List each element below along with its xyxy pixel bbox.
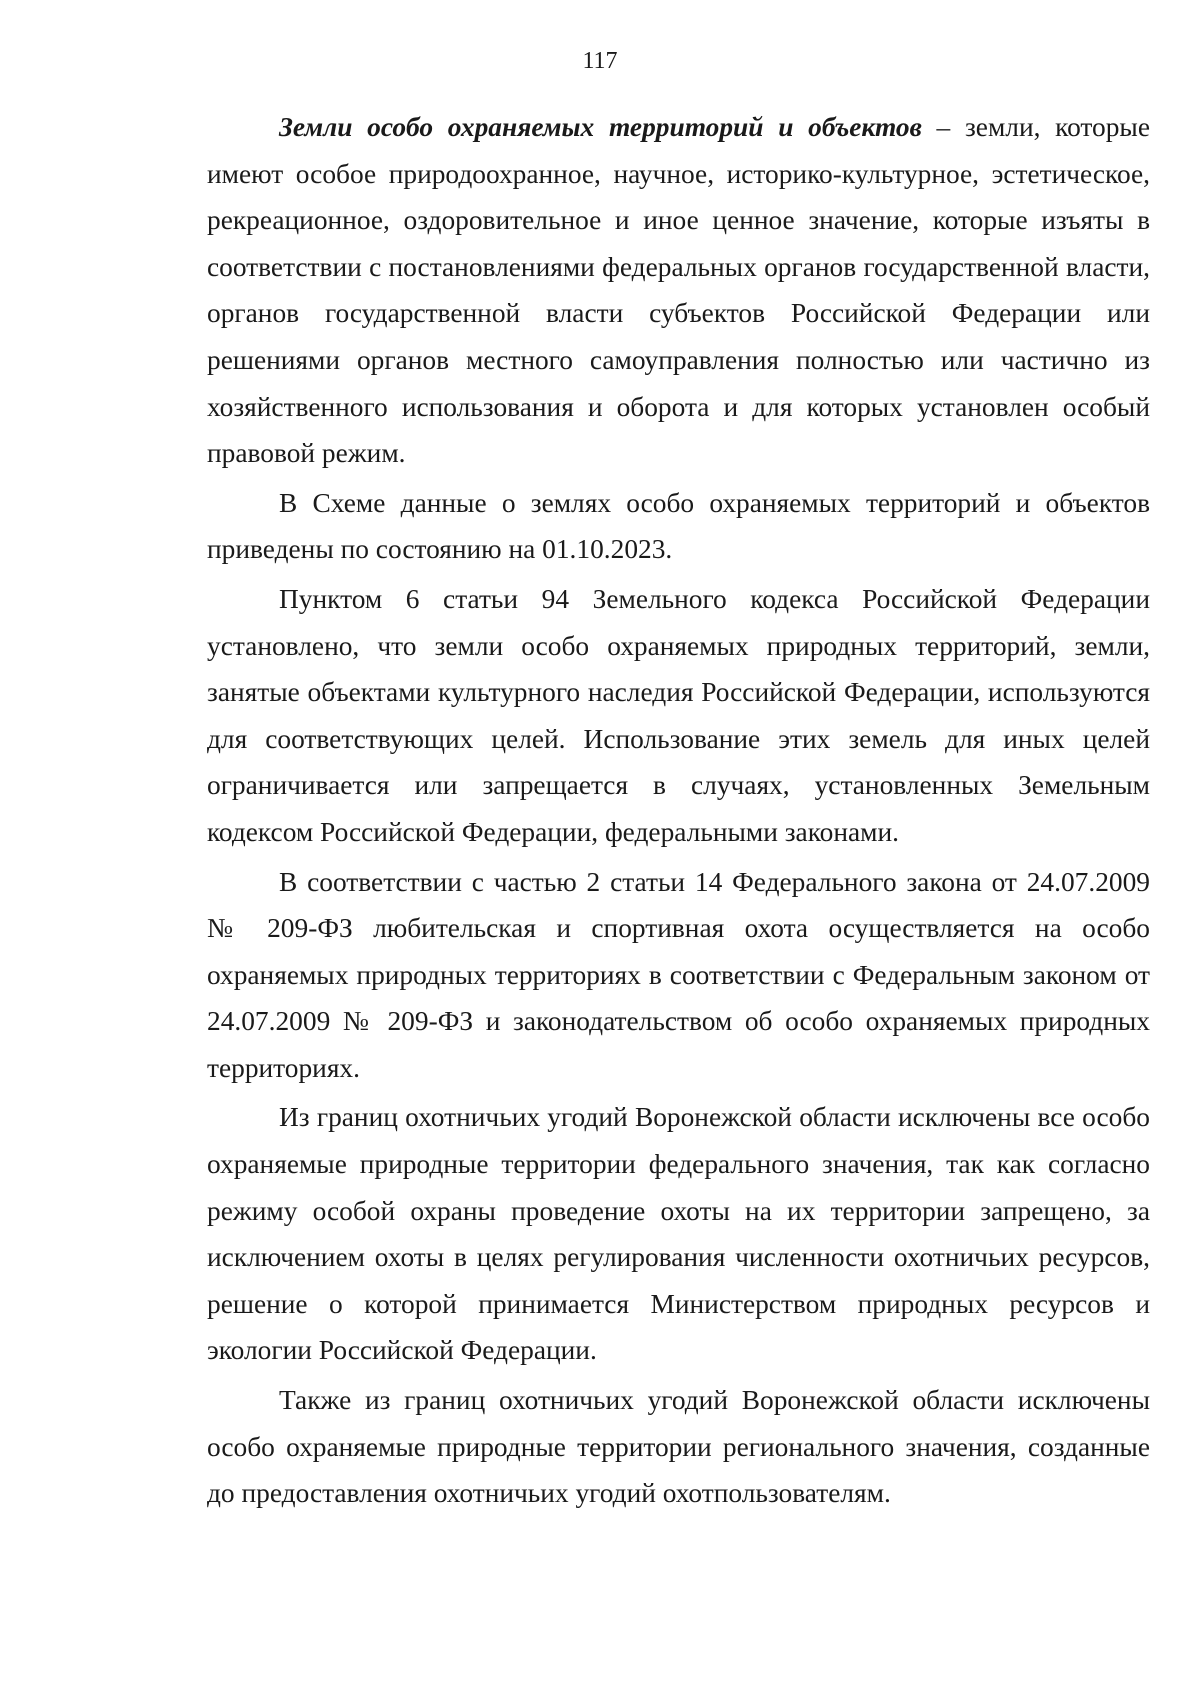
paragraph-hunting-law: В соответствии с частью 2 статьи 14 Федерального закона от 24.07.2009 № 209-ФЗ любительская и спортивная охота осуществляется на особо охраняемых природных территориях в соответствии с Федеральным законом от 24.07.2009 № 209-ФЗ и законодательством об особо охраняемых природных территориях.	[207, 866, 1150, 1083]
paragraph-federal-exclusion: Из границ охотничьих угодий Воронежской области исключены все особо охраняемые природные территории федерального значения, так как согласно режиму особой охраны проведение охоты на их территории запрещено, за исключением охоты в целях регулирования численности охотничьих ресурсов, решение о которой принимается Министерством природных ресурсов и экологии Российской Федерации.	[207, 1102, 1150, 1366]
paragraph-regional-exclusion: Также из границ охотничьих угодий Воронежской области исключены особо охраняемые природные территории регионального значения, созданные до предоставления охотничьих угодий охотпользователям.	[207, 1385, 1150, 1509]
paragraph-definition	[207, 104, 1150, 477]
document-body	[207, 104, 1150, 1520]
definition-text: – земли, которые имеют особое природоохранное, научное, историко-культурное, эстетическое, рекреационное, оздоровительное и иное ценное значение, которые изъяты в соответствии с постановлениями федеральных органов государственной власти, органов государственной власти субъектов Российской Федерации или решениями органов местного самоуправления полностью или частично из хозяйственного использования и оборота и для которых установлен особый правовой режим.	[207, 112, 1150, 469]
paragraph-land-code: Пунктом 6 статьи 94 Земельного кодекса Российской Федерации установлено, что земли особо охраняемых природных территорий, земли, занятые объектами культурного наследия Российской Федерации, используются для соответствующих целей. Использование этих земель для иных целей ограничивается или запрещается в случаях, установленных Земельным кодексом Российской Федерации, федеральными законами.	[207, 583, 1150, 847]
defined-term: Земли особо охраняемых территорий и объектов	[279, 112, 922, 142]
paragraph-data-date: В Схеме данные о землях особо охраняемых территорий и объектов приведены по состоянию на 01.10.2023.	[207, 487, 1150, 565]
page-number: 117	[582, 48, 618, 74]
